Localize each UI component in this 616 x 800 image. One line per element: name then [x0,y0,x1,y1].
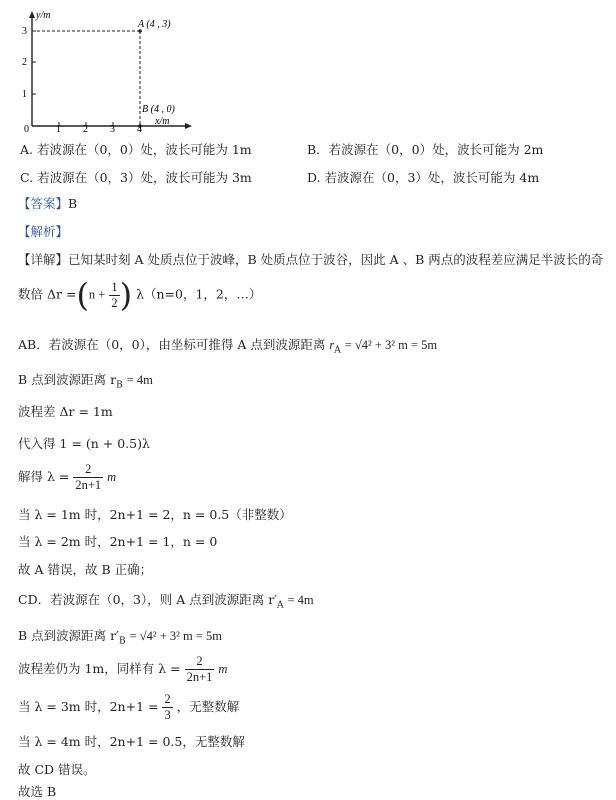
option-d: D. 若波源在（0，3）处，波长可能为 4m [307,170,540,185]
analysis-tag: 【解析】 [18,224,69,239]
y-axis-label: y/m [36,10,51,21]
cd-line-5: 当 λ = 4m 时，2n+1 = 0.5，无整数解 [18,734,245,749]
x-axis-arrow [185,123,192,129]
x-axis-label: x/m [155,116,170,127]
coordinate-graph [12,8,202,133]
footer-partial: 故选 B [18,784,57,799]
detail-line-2: 数倍 Δr =(n + $\frac{1}{2}$ ) λ（n=0，1，2，…） [18,276,262,314]
cd-line-2: B 点到波源距离 $r'_B = √4^2 + 3^2$ m = 5m [18,628,223,647]
x-tick-3: 3 [110,124,115,133]
x-tick-1: 1 [56,124,61,133]
cd-line-6: 故 CD 错误。 [18,762,96,777]
lambda-fraction-1: $\frac{2}{2n+1}$ [75,462,102,492]
option-c: C. 若波源在（0，3）处，波长可能为 3m [20,170,252,185]
answer-tag: 【答案】 [18,196,69,211]
y-tick-1: 1 [22,89,27,100]
x-tick-4: 4 [137,124,142,133]
ab-line-2: B 点到波源距离 $r_B = 4m$ [18,372,153,391]
half-fraction: $\frac{1}{2}$ [111,279,118,310]
ab-line-1: AB．若波源在（0，0），由坐标可推得 A 点到波源距离 $r_A = √4^2 + 3^2$ m = 5m [18,337,438,356]
option-a: A. 若波源在（0，0）处，波长可能为 1m [20,142,252,157]
answer-line [18,194,77,212]
cd-line-3: 波程差仍为 1m，同样有 λ = $\frac{2}{2n+1}$ m [18,654,228,684]
cd-line-1: CD．若波源在（0，3），则 A 点到波源距离 $r'_A = 4m$ [18,592,314,611]
point-b-label: B (4 , 0) [142,104,175,115]
y-tick-2: 2 [22,57,27,68]
detail-line-1: 【详解】已知某时刻 A 处质点位于波峰，B 处质点位于波谷，因此 A 、B 两点的波程差应满足半波长的奇 [18,252,604,267]
ab-line-6: 当 λ = 1m 时，2n+1 = 2，n = 0.5（非整数） [18,507,292,522]
ab-line-8: 故 A 错误，故 B 正确； [18,562,153,577]
origin-label: 0 [24,124,29,133]
ab-line-3: 波程差 Δr = 1m [18,404,113,419]
ab-line-5: 解得 λ = $\frac{2}{2n+1}$ m [18,462,117,492]
point-a-label: A (4 , 3) [138,19,171,30]
detail-tag: 【详解】 [18,252,69,267]
y-tick-3: 3 [22,26,27,37]
y-axis-arrow [29,11,35,18]
ab-line-7: 当 λ = 2m 时，2n+1 = 1，n = 0 [18,534,218,549]
x-tick-2: 2 [83,124,88,133]
option-b: B．若波源在（0，0）处，波长可能为 2m [307,142,544,157]
answer-value: B [68,196,78,211]
cd-line-4: 当 λ = 3m 时，2n+1 = $\frac{2}{3}$ ，无整数解 [18,692,240,722]
ab-line-4: 代入得 1 = (n + 0.5)λ [18,436,150,451]
two-thirds-fraction: $\frac{2}{3}$ [164,692,171,722]
lambda-fraction-2: $\frac{2}{2n+1}$ [186,654,213,684]
